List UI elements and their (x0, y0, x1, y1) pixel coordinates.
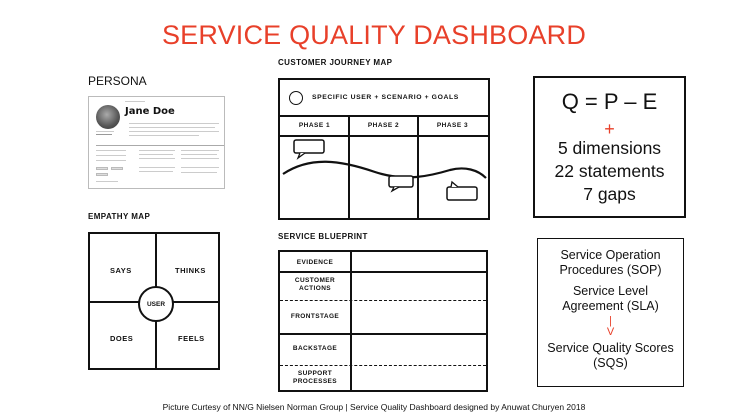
blueprint-row-support-processes: SUPPORT PROCESSES (292, 370, 338, 385)
service-quality-formula-box (533, 76, 686, 218)
service-sqs-text: Service Quality Scores (SQS) (547, 341, 674, 370)
formula-statements: 22 statements (554, 161, 665, 181)
empathy-feels: FEELS (178, 334, 205, 343)
blueprint-row-frontstage: FRONTSTAGE (290, 313, 340, 320)
blueprint-line-frontstage (280, 333, 486, 335)
empathy-map (88, 232, 220, 370)
formula-gaps: 7 gaps (583, 184, 636, 204)
customer-journey-map (278, 78, 490, 220)
journey-phase-2: PHASE 2 (367, 122, 400, 129)
empathy-thinks: THINKS (175, 266, 206, 275)
blueprint-row-backstage: BACKSTAGE (292, 345, 338, 352)
empathy-user-label: USER (146, 300, 166, 308)
persona-card (88, 96, 225, 189)
service-sla-text: Service Level Agreement (SLA) (562, 284, 659, 313)
blueprint-column-divider (350, 252, 352, 390)
empathy-map-heading: EMPATHY MAP (88, 212, 151, 221)
persona-name: Jane Doe (125, 106, 175, 117)
persona-heading: PERSONA (88, 74, 147, 88)
service-arrow-head: V (606, 326, 615, 338)
blueprint-heading: SERVICE BLUEPRINT (278, 232, 368, 241)
blueprint-row-evidence: EVIDENCE (296, 259, 334, 266)
journey-map-heading: CUSTOMER JOURNEY MAP (278, 58, 393, 67)
journey-user-circle (289, 91, 303, 105)
formula-plus-sign: + (604, 119, 615, 139)
empathy-user-circle (138, 286, 174, 322)
persona-photo (96, 105, 120, 129)
journey-phase-3: PHASE 3 (436, 122, 469, 129)
service-standards-box (537, 238, 684, 387)
formula-dimensions: 5 dimensions (557, 138, 662, 158)
service-sop-text: Service Operation Procedures (SOP) (559, 248, 662, 277)
blueprint-line-of-interaction (280, 271, 486, 273)
blueprint-line-internal (280, 365, 486, 366)
empathy-says: SAYS (110, 266, 132, 275)
speech-bubble-3-icon (447, 182, 477, 200)
journey-emotion-curve (280, 136, 488, 220)
journey-phase-1: PHASE 1 (298, 122, 331, 129)
dashboard-title: SERVICE QUALITY DASHBOARD (161, 20, 587, 50)
formula-equation: Q = P – E (561, 89, 658, 114)
speech-bubble-2-icon (389, 176, 413, 191)
journey-header-divider (280, 115, 488, 117)
service-arrow-bar: | (609, 315, 612, 327)
empathy-does: DOES (110, 334, 134, 343)
footer-credit: Picture Curtesy of NN/G Nielsen Norman Group | Service Quality Dashboard designed by Anuwat Churyen 2018 (162, 402, 586, 412)
blueprint-line-of-visibility (280, 300, 486, 301)
blueprint-row-customer-actions: CUSTOMER ACTIONS (294, 277, 336, 292)
journey-header-text: SPECIFIC USER + SCENARIO + GOALS (312, 94, 459, 101)
speech-bubble-1-icon (294, 140, 324, 158)
service-blueprint (278, 250, 488, 392)
